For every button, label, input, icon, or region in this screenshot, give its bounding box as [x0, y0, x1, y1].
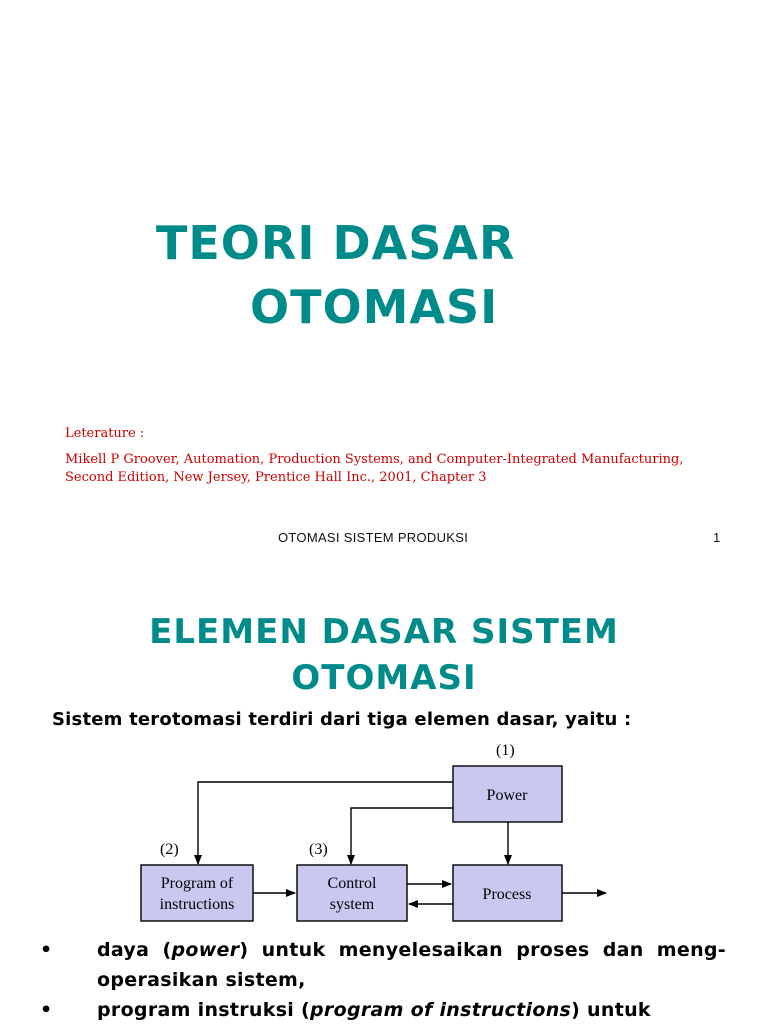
program-number-label: (2) [160, 841, 179, 858]
bullet-text: ) untuk menyelesaikan proses dan meng-operasikan sistem, [97, 939, 726, 991]
page-number: 1 [713, 530, 721, 545]
bullet-text: program instruksi ( [97, 999, 311, 1021]
elements-list [40, 935, 726, 1025]
bullet-italic-term: power [171, 939, 240, 961]
program-label-line1: Program of [160, 875, 234, 892]
bullet-italic-term: program of instructions [310, 999, 572, 1021]
power-to-control-arrow [351, 808, 453, 864]
literature-reference: Mikell P Groover, Automation, Production Systems, and Computer-Integrated Manufacturing, Second Edition, New Jersey, Prentice Hall Inc., 2001, Chapter 3 [65, 452, 684, 485]
control-label-line2: system [329, 896, 375, 913]
control-label-line1: Control [327, 875, 377, 892]
control-number-label: (3) [309, 841, 328, 858]
footer-title: OTOMASI SISTEM PRODUKSI [278, 530, 469, 545]
bullet-text: daya ( [97, 939, 172, 961]
literature-label: Leterature : [65, 426, 145, 441]
slide2-title-line1: ELEMEN DASAR SISTEM [149, 612, 619, 652]
power-number-label: (1) [496, 742, 515, 759]
slide1-title-line2: OTOMASI [250, 280, 499, 334]
bullet-icon: • [40, 939, 53, 961]
slide2-title-line2: OTOMASI [291, 658, 477, 698]
intro-text: Sistem terotomasi terdiri dari tiga elemen dasar, yaitu : [52, 709, 632, 730]
slide-2 [0, 572, 768, 1024]
power-label: Power [486, 787, 528, 804]
bullet-icon: • [40, 999, 53, 1021]
bullet-text: ) untuk [571, 999, 651, 1021]
slide1-title-line1: TEORI DASAR [156, 216, 516, 270]
program-label-line2: instructions [159, 896, 235, 913]
list-item [40, 935, 726, 995]
list-item [40, 995, 726, 1025]
automation-elements-diagram [0, 737, 768, 937]
process-label: Process [482, 886, 532, 903]
